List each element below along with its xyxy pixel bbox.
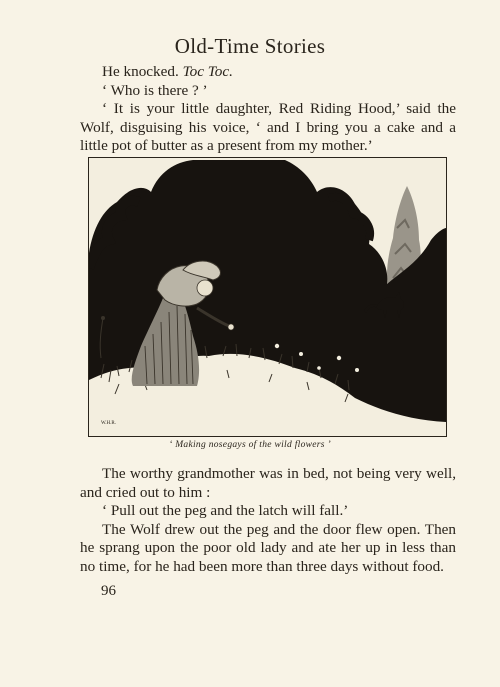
page-number: 96	[101, 583, 116, 599]
wolf-door-paragraph: The Wolf drew out the peg and the door flew open. Then he sprang upon the poor old lady and ate her up in less than no time, for he had been more than three days without food.	[80, 520, 456, 575]
knock-italic: Toc Toc.	[182, 63, 233, 80]
peg-line: ‘ Pull out the peg and the latch will fall.’	[102, 502, 349, 520]
wolf-speech-paragraph: ‘ It is your little daughter, Red Riding Hood,’ said the Wolf, disguising his voice, ‘ and I bring you a cake and a little pot of butter as a present from my mother.’	[80, 100, 456, 155]
illustration-drawing	[89, 158, 446, 436]
text-block-bottom	[80, 465, 456, 577]
knock-line	[80, 63, 456, 82]
text-block-top	[80, 63, 456, 156]
artist-signature: W.H.R.	[101, 421, 116, 426]
illustration-caption: ‘ Making nosegays of the wild flowers ’	[169, 440, 331, 450]
knock-text: He knocked.	[102, 63, 179, 80]
who-line: ‘ Who is there ? ’	[102, 81, 208, 99]
grandmother-paragraph: The worthy grandmother was in bed, not being very well, and cried out to him :	[80, 465, 456, 501]
running-header: Old-Time Stories	[174, 34, 326, 58]
illustration	[88, 157, 447, 437]
